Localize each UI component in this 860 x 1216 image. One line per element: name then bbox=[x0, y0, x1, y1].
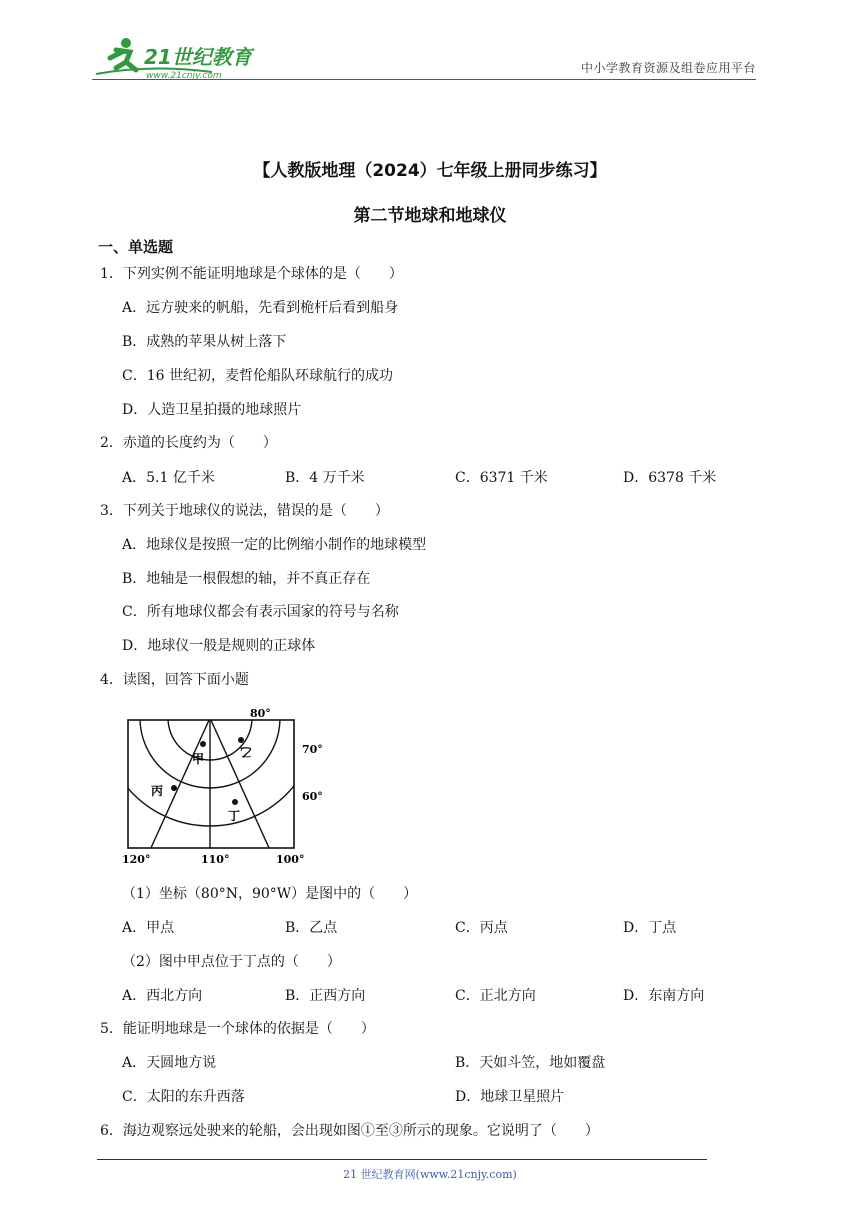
question-4-sub1-option-c: C．丙点 bbox=[455, 920, 508, 936]
question-3-option-a: A．地球仪是按照一定的比例缩小制作的地球模型 bbox=[122, 537, 427, 553]
question-5-option-d: D．地球卫星照片 bbox=[455, 1089, 565, 1105]
svg-text:21世纪教育: 21世纪教育 bbox=[144, 45, 252, 69]
point-jia bbox=[200, 741, 206, 747]
question-3-option-c: C．所有地球仪都会有表示国家的符号与名称 bbox=[122, 604, 399, 620]
question-4-sub2-option-d: D．东南方向 bbox=[623, 988, 705, 1004]
lon-label-110: 110° bbox=[201, 853, 230, 866]
point-yi bbox=[238, 737, 244, 743]
point-bing bbox=[171, 785, 177, 791]
label-bing: 丙 bbox=[151, 784, 164, 798]
question-5-stem: 5．能证明地球是一个球体的依据是（ ） bbox=[100, 1021, 375, 1037]
question-2-option-b: B．4 万千米 bbox=[285, 470, 365, 486]
header-divider bbox=[92, 79, 756, 80]
page-title: 【人教版地理（2024）七年级上册同步练习】 bbox=[253, 161, 607, 181]
question-4-sub2-option-c: C．正北方向 bbox=[455, 988, 536, 1004]
lat-label-60: 60° bbox=[302, 790, 323, 803]
site-logo bbox=[92, 34, 262, 82]
question-5-option-c: C．太阳的东升西落 bbox=[122, 1089, 245, 1105]
question-5-option-a: A．天圆地方说 bbox=[122, 1055, 217, 1071]
question-1-option-c: C．16 世纪初，麦哲伦船队环球航行的成功 bbox=[122, 368, 393, 384]
label-yi: 乙 bbox=[239, 745, 252, 759]
lon-label-120: 120° bbox=[122, 853, 151, 866]
point-ding bbox=[232, 799, 238, 805]
lat-label-70: 70° bbox=[302, 743, 323, 756]
question-4-sub1-option-d: D．丁点 bbox=[623, 920, 677, 936]
question-5-option-b: B．天如斗笠，地如覆盘 bbox=[455, 1055, 606, 1071]
question-4-sub2-option-a: A．西北方向 bbox=[122, 988, 203, 1004]
question-4-sub2-stem: （2）图中甲点位于丁点的（ ） bbox=[122, 954, 341, 970]
question-3-option-b: B．地轴是一根假想的轴，并不真正存在 bbox=[122, 571, 371, 587]
question-3-option-d: D．地球仪一般是规则的正球体 bbox=[122, 638, 316, 654]
parallel-60 bbox=[118, 700, 318, 826]
question-1-option-a: A．远方驶来的帆船，先看到桅杆后看到船身 bbox=[122, 300, 399, 316]
question-4-sub1-option-a: A．甲点 bbox=[122, 920, 175, 936]
question-3-stem: 3．下列关于地球仪的说法，错误的是（ ） bbox=[100, 503, 389, 519]
question-4-sub1-stem: （1）坐标（80°N，90°W）是图中的（ ） bbox=[122, 886, 418, 902]
section-heading: 一、单选题 bbox=[98, 238, 174, 256]
svg-text:www.21cnjy.com: www.21cnjy.com bbox=[146, 71, 222, 81]
label-jia: 甲 bbox=[192, 752, 205, 766]
question-1-option-d: D．人造卫星拍摄的地球照片 bbox=[122, 402, 302, 418]
platform-name: 中小学教育资源及组卷应用平台 bbox=[580, 61, 756, 75]
label-ding: 丁 bbox=[228, 809, 241, 823]
question-2-option-d: D．6378 千米 bbox=[623, 470, 717, 486]
question-2-stem: 2．赤道的长度约为（ ） bbox=[100, 435, 277, 451]
lon-label-100: 100° bbox=[276, 853, 305, 866]
page-subtitle: 第二节地球和地球仪 bbox=[353, 206, 507, 226]
latitude-longitude-map bbox=[118, 700, 338, 870]
question-4-stem: 4．读图，回答下面小题 bbox=[100, 672, 249, 688]
footer-divider bbox=[97, 1159, 707, 1160]
question-2-option-a: A．5.1 亿千米 bbox=[122, 470, 215, 486]
footer-source[interactable]: 21 世纪教育网(www.21cnjy.com) bbox=[343, 1168, 517, 1181]
question-6-stem: 6．海边观察远处驶来的轮船，会出现如图①至③所示的现象。它说明了（ ） bbox=[100, 1123, 599, 1139]
lat-label-80: 80° bbox=[250, 707, 271, 720]
question-4-sub1-option-b: B．乙点 bbox=[285, 920, 338, 936]
question-4-sub2-option-b: B．正西方向 bbox=[285, 988, 366, 1004]
question-1-option-b: B．成熟的苹果从树上落下 bbox=[122, 334, 287, 350]
question-2-option-c: C．6371 千米 bbox=[455, 470, 548, 486]
question-1-stem: 1．下列实例不能证明地球是个球体的是（ ） bbox=[100, 266, 403, 282]
runner-logo-icon bbox=[92, 34, 262, 82]
